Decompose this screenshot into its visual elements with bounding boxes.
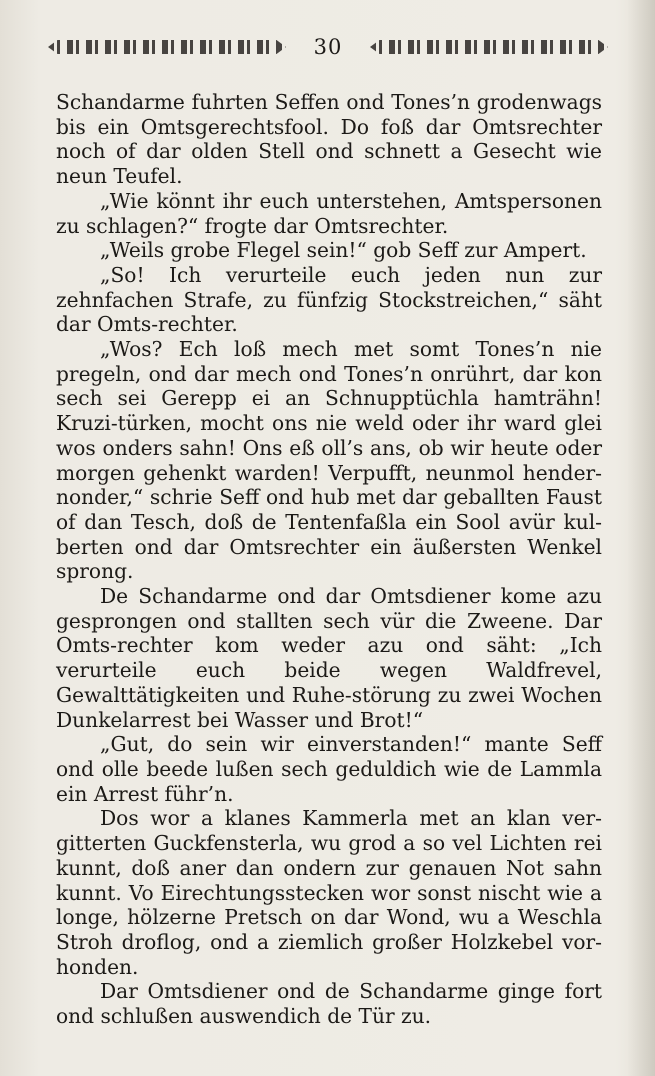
paragraph: „Wie könnt ihr euch unterstehen, Amtspersonen zu schlagen?“ frogte dar Omtsrechter. [56,188,602,238]
paragraph: De Schandarme ond dar Omtsdiener kome azu gesprongen ond stallten sech vür die Zweene. Dar Omts-rechter kom weder azu ond säht: „Ich verurteile euch beide wegen Waldfrevel, Gewalttätigkeiten und Ruhe-störung zu zwei Wochen Dunkelarrest bei Wasser und Brot!“ [56,584,602,732]
page-edge-shadow [627,0,655,1076]
body-text [56,90,602,1029]
paragraph: „Gut, do sein wir einverstanden!“ mante Seff ond olle beede lußen sech geduldich wie de Lammla ein Arrest führ’n. [56,732,602,806]
paragraph: „Wos? Ech loß mech met somt Tones’n nie pregeln, ond dar mech ond Tones’n onrührt, dar kon sech sei Gerepp ei an Schnupptüchla hamträhn! Kruzi-türken, mocht ons nie weld oder ihr ward glei wos onders sahn! Ons eß oll’s ans, ob wir heute oder morgen gehenkt warden! Verpufft, neunmol hender-nonder,“ schrie Seff ond hub met dar geballten Faust of dan Tesch, doß de Tentenfaßla ein Sool avür kul-berten ond dar Omtsrechter ein äußersten Wenkel sprong. [56,337,602,584]
scroll-ornament-icon [370,40,608,54]
paragraph: „So! Ich verurteile euch jeden nun zur zehnfachen Strafe, zu fünfzig Stockstreichen,“ säht dar Omts-rechter. [56,262,602,337]
scroll-ornament-icon [48,40,286,54]
page-header [48,34,608,60]
page-number: 30 [313,35,343,59]
paragraph: Dos wor a klanes Kammerla met an klan ver-gitterten Guckfensterla, wu grod a so vel Lichten rei kunnt, doß aner dan ondern zur genauen Not sahn kunnt. Vo Eirechtungsstecken wor sonst nischt wie a longe, hölzerne Pretsch on dar Wond, wu a Weschla Stroh droflog, ond a ziemlich großer Holzkebel vor-honden. [56,806,602,979]
paragraph: „Weils grobe Flegel sein!“ gob Seff zur Ampert. [100,238,587,263]
paragraph: Dar Omtsdiener ond de Schandarme ginge fort ond schlußen auswendich de Tür zu. [56,979,602,1029]
paragraph: Schandarme fuhrten Seffen ond Tones’n grodenwags bis ein Omtsgerechtsfool. Do foß dar Omtsrechter noch of dar olden Stell ond schnett a Gesecht wie neun Teufel. [56,90,602,189]
